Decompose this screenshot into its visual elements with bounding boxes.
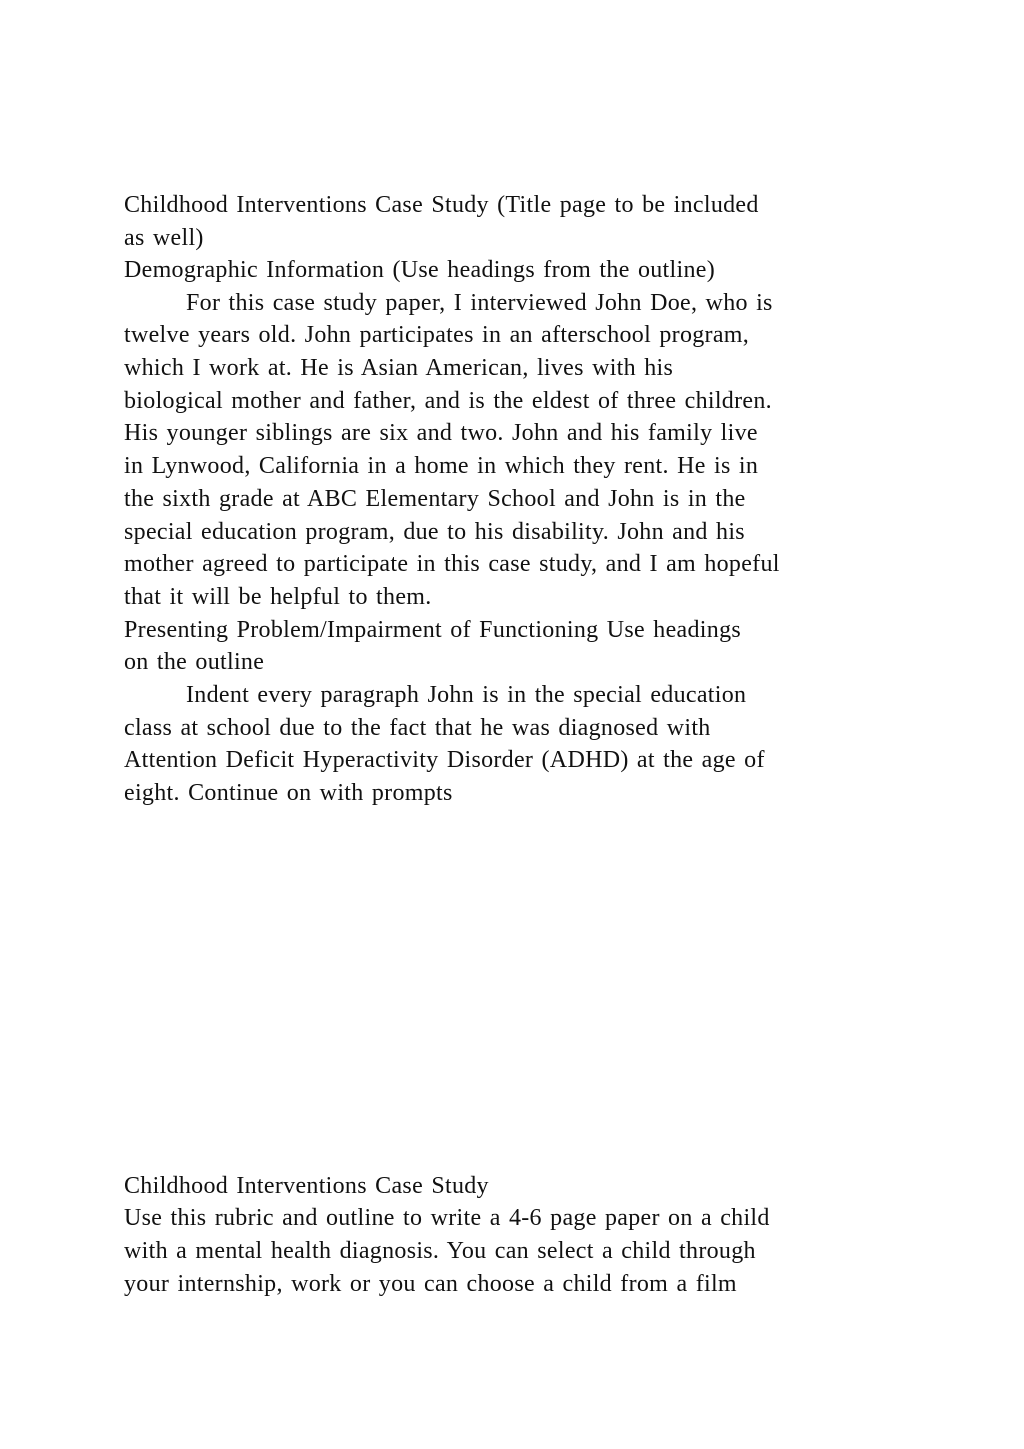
paragraph-line: biological mother and father, and is the eldest of three children. (124, 388, 772, 414)
paragraph-line: that it will be helpful to them. (124, 584, 432, 610)
paragraph-line: His younger siblings are six and two. John and his family live (124, 420, 758, 446)
paragraph-line: Use this rubric and outline to write a 4-6 page paper on a child (124, 1205, 770, 1231)
heading-presenting-problem-continued: on the outline (124, 649, 265, 675)
paragraph-line: mother agreed to participate in this case study, and I am hopeful (124, 551, 780, 577)
paragraph-line: For this case study paper, I interviewed John Doe, who is (186, 290, 773, 316)
heading-demographic-information: Demographic Information (Use headings from the outline) (124, 257, 715, 283)
paragraph-line: Attention Deficit Hyperactivity Disorder (ADHD) at the age of (124, 747, 765, 773)
heading-presenting-problem: Presenting Problem/Impairment of Functioning Use headings (124, 617, 742, 643)
document-title-line: Childhood Interventions Case Study (Title page to be included (124, 192, 759, 218)
document-title-line-continued: as well) (124, 225, 204, 251)
section-title: Childhood Interventions Case Study (124, 1173, 489, 1199)
paragraph-line: in Lynwood, California in a home in which they rent. He is in (124, 453, 759, 479)
paragraph-line: class at school due to the fact that he was diagnosed with (124, 715, 711, 741)
paragraph-line: the sixth grade at ABC Elementary School and John is in the (124, 486, 746, 512)
paragraph-line: Indent every paragraph John is in the special education (186, 682, 747, 708)
paragraph-line: twelve years old. John participates in an afterschool program, (124, 322, 750, 348)
paragraph-line: special education program, due to his disability. John and his (124, 519, 745, 545)
paragraph-line: with a mental health diagnosis. You can select a child through (124, 1238, 756, 1264)
paragraph-line: which I work at. He is Asian American, lives with his (124, 355, 674, 381)
paragraph-line: your internship, work or you can choose a child from a film (124, 1271, 737, 1297)
paragraph-line: eight. Continue on with prompts (124, 780, 453, 806)
